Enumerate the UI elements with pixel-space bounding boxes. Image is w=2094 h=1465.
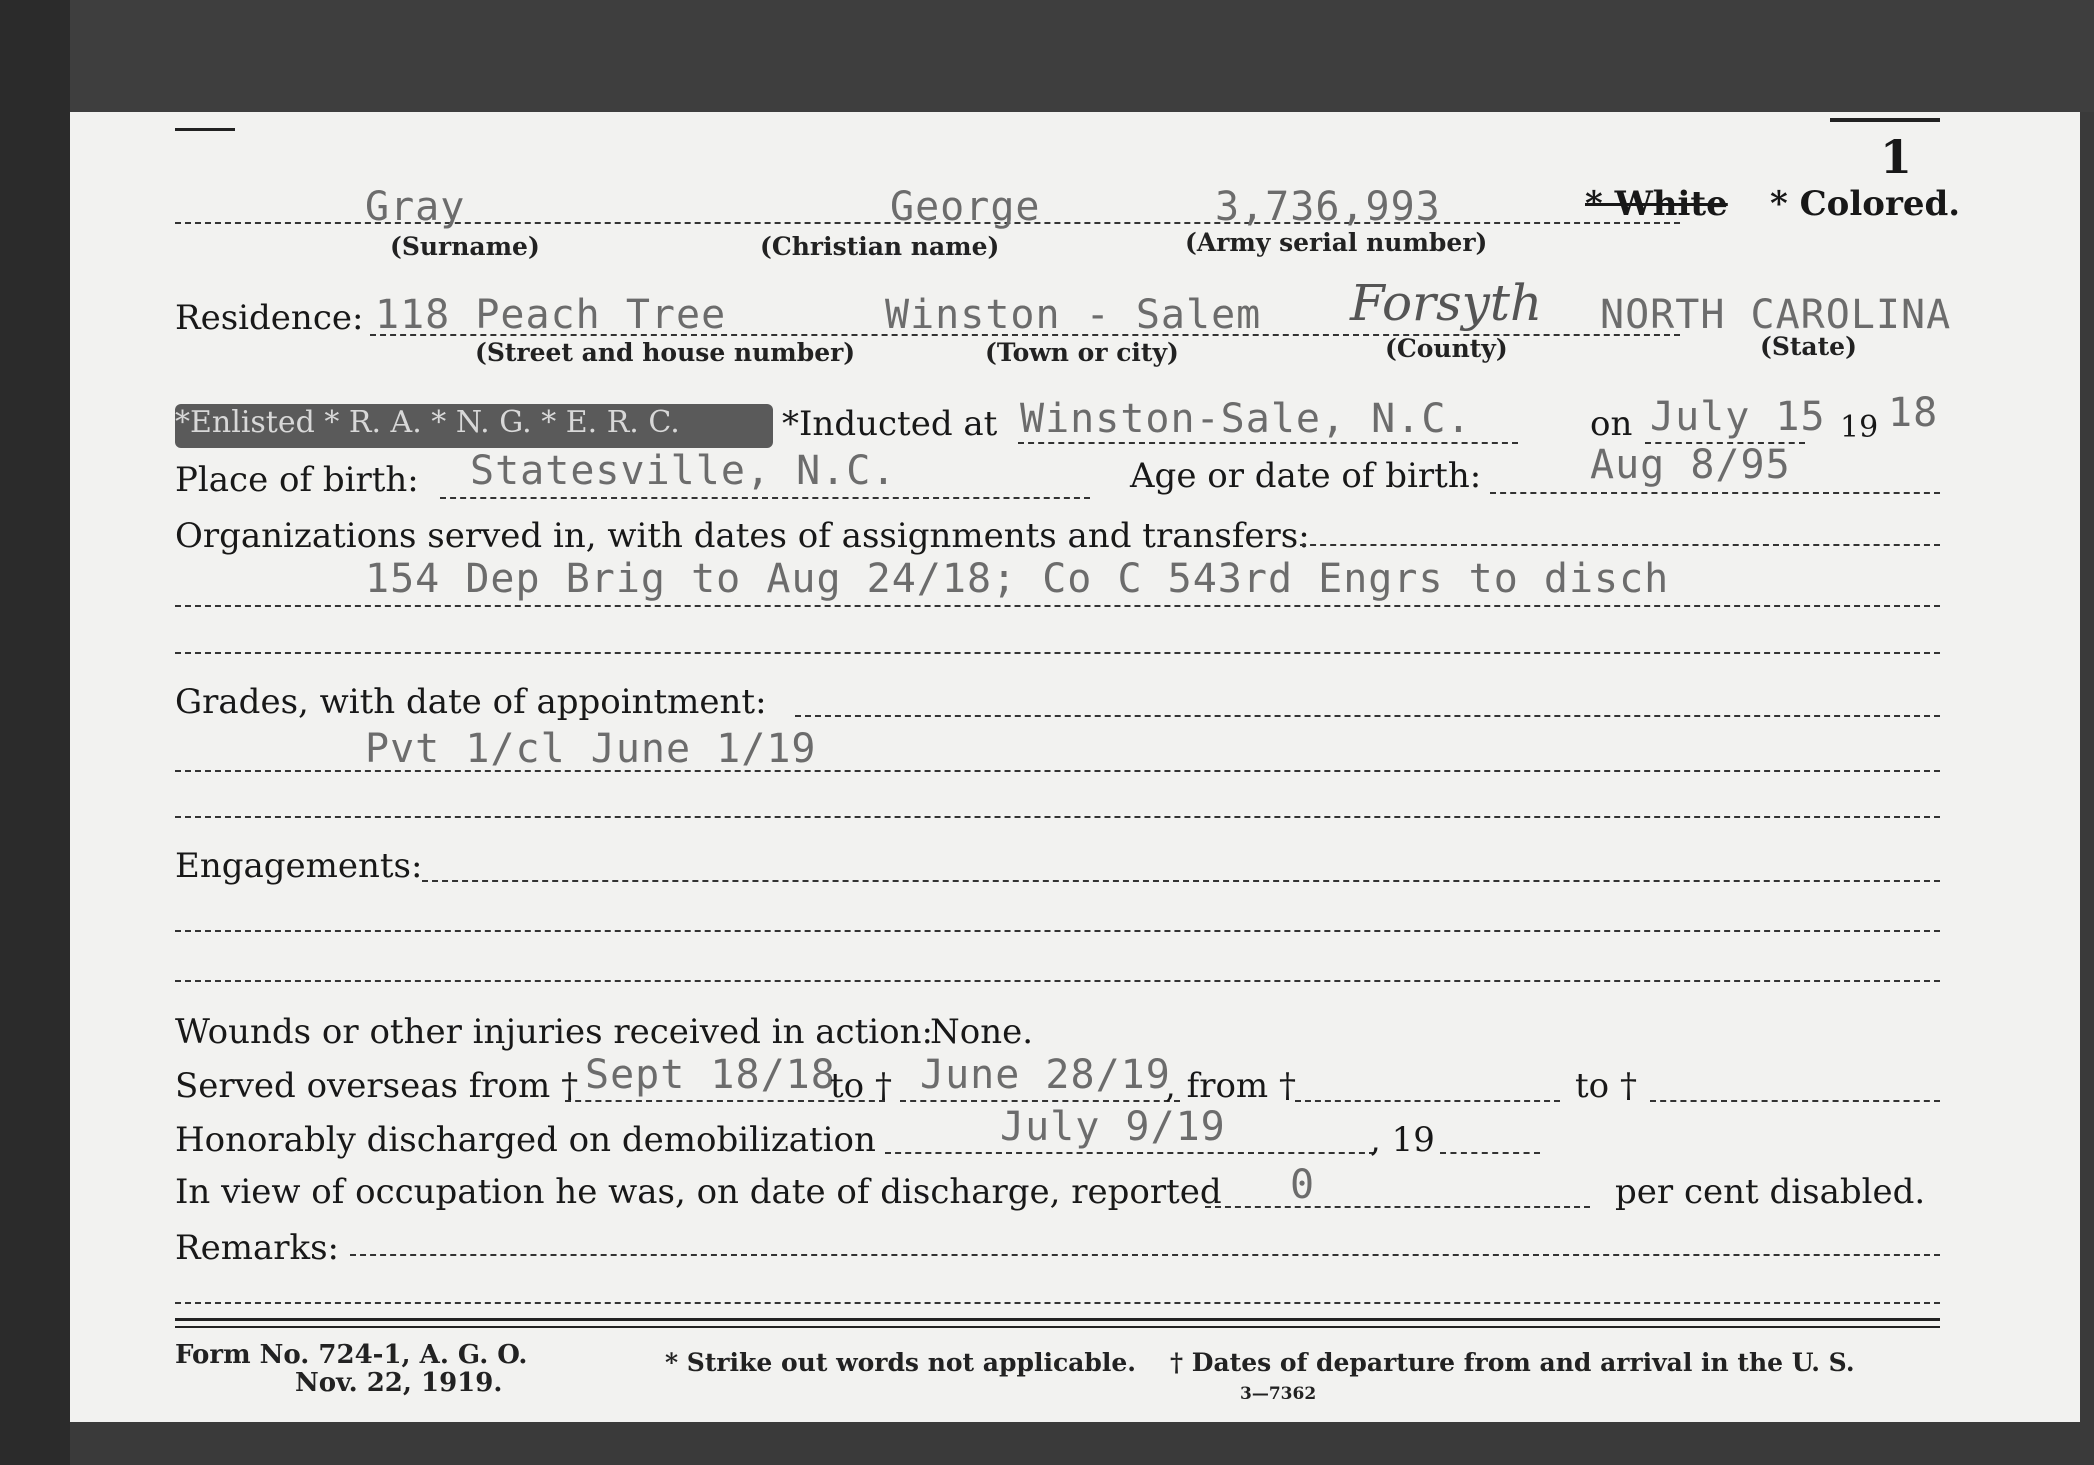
scan-background-left bbox=[0, 0, 70, 1465]
state-caption: (State) bbox=[1760, 332, 1857, 361]
enlisted-options: *Enlisted * R. A. * N. G. * E. R. C. bbox=[175, 405, 680, 440]
form-number: Form No. 724-1, A. G. O. bbox=[175, 1340, 528, 1370]
overseas-from2-line bbox=[1295, 1100, 1560, 1102]
grades-line-1 bbox=[795, 715, 1940, 717]
overseas-to1-line bbox=[900, 1100, 1180, 1102]
birth-place-line bbox=[440, 497, 1090, 499]
engagements-label: Engagements: bbox=[175, 846, 423, 886]
wounds-value: None. bbox=[930, 1012, 1034, 1052]
grades-line-3 bbox=[175, 816, 1940, 818]
race-colored-label: * Colored. bbox=[1770, 184, 1961, 224]
overseas-to2-label: to † bbox=[1575, 1066, 1637, 1106]
serial-number-value: 3,736,993 bbox=[1215, 184, 1441, 230]
inducted-place-value: Winston-Sale, N.C. bbox=[1020, 396, 1472, 442]
discharge-year-label: , 19 bbox=[1370, 1120, 1435, 1160]
town-caption: (Town or city) bbox=[985, 338, 1179, 367]
scan-background-top bbox=[0, 0, 2094, 112]
remarks-label: Remarks: bbox=[175, 1228, 339, 1268]
induction-date-value: July 15 bbox=[1650, 394, 1826, 440]
engagements-line-2 bbox=[175, 930, 1940, 932]
birth-date-value: Aug 8/95 bbox=[1590, 442, 1791, 488]
bottom-rule-2 bbox=[175, 1326, 1940, 1328]
engagements-line-1 bbox=[422, 880, 1940, 882]
grades-label: Grades, with date of appointment: bbox=[175, 682, 767, 722]
race-white-label: * White bbox=[1585, 184, 1728, 224]
disability-value: 0 bbox=[1290, 1162, 1316, 1208]
surname-value: Gray bbox=[365, 184, 466, 230]
state-value: NORTH CAROLINA bbox=[1600, 292, 1952, 338]
dates-note: † Dates of departure from and arrival in the U. S. bbox=[1170, 1348, 1855, 1377]
disability-label: In view of occupation he was, on date of discharge, reported bbox=[175, 1172, 1222, 1212]
on-label: on bbox=[1590, 404, 1633, 444]
induction-year-value: 18 bbox=[1888, 390, 1939, 436]
form-date: Nov. 22, 1919. bbox=[295, 1368, 503, 1398]
organizations-value: 154 Dep Brig to Aug 24/18; Co C 543rd Engrs to disch bbox=[365, 556, 1670, 602]
organizations-label: Organizations served in, with dates of assignments and transfers: bbox=[175, 516, 1310, 556]
inducted-place-line bbox=[1018, 442, 1518, 444]
overseas-label: Served overseas from † bbox=[175, 1066, 579, 1106]
christian-name-value: George bbox=[890, 184, 1041, 230]
organizations-line-3 bbox=[175, 652, 1940, 654]
town-value: Winston - Salem bbox=[885, 292, 1262, 338]
county-value: Forsyth bbox=[1350, 274, 1543, 332]
engagements-line-3 bbox=[175, 980, 1940, 982]
discharge-date-line bbox=[885, 1152, 1375, 1154]
print-code: 3—7362 bbox=[1240, 1384, 1317, 1404]
street-value: 118 Peach Tree bbox=[375, 292, 727, 338]
street-caption: (Street and house number) bbox=[475, 338, 856, 367]
service-record-card bbox=[70, 112, 2080, 1422]
wounds-label: Wounds or other injuries received in action: bbox=[175, 1012, 933, 1052]
christian-name-caption: (Christian name) bbox=[760, 232, 1000, 261]
birth-place-value: Statesville, N.C. bbox=[470, 448, 897, 494]
overseas-from2-label: , from † bbox=[1165, 1066, 1296, 1106]
birth-date-label: Age or date of birth: bbox=[1130, 456, 1482, 496]
overseas-to2-line bbox=[1650, 1100, 1940, 1102]
overseas-to1-value: June 28/19 bbox=[920, 1052, 1171, 1098]
remarks-line-2 bbox=[175, 1302, 1940, 1304]
top-left-mark bbox=[175, 128, 235, 131]
grades-value: Pvt 1/cl June 1/19 bbox=[365, 726, 817, 772]
organizations-line-2 bbox=[175, 605, 1940, 607]
serial-number-caption: (Army serial number) bbox=[1185, 228, 1488, 257]
residence-label: Residence: bbox=[175, 298, 364, 338]
birth-place-label: Place of birth: bbox=[175, 460, 419, 500]
discharge-label: Honorably discharged on demobilization bbox=[175, 1120, 876, 1160]
discharge-date-value: July 9/19 bbox=[1000, 1104, 1226, 1150]
discharge-year-line bbox=[1440, 1152, 1540, 1154]
birth-date-line bbox=[1490, 492, 1940, 494]
inducted-label: *Inducted at bbox=[782, 404, 998, 444]
strike-note: * Strike out words not applicable. bbox=[665, 1348, 1136, 1377]
card-number: 1 bbox=[1880, 130, 1913, 184]
top-right-mark bbox=[1830, 118, 1940, 122]
disability-line bbox=[1205, 1206, 1590, 1208]
bottom-rule-1 bbox=[175, 1318, 1940, 1321]
remarks-line-1 bbox=[350, 1254, 1940, 1256]
disability-suffix: per cent disabled. bbox=[1615, 1172, 1926, 1212]
county-caption: (County) bbox=[1385, 334, 1508, 363]
surname-caption: (Surname) bbox=[390, 232, 540, 261]
overseas-from1-value: Sept 18/18 bbox=[585, 1052, 836, 1098]
overseas-to-label: to † bbox=[830, 1066, 892, 1106]
induction-year-prefix: 19 bbox=[1840, 410, 1879, 445]
organizations-line-1 bbox=[1300, 544, 1940, 546]
